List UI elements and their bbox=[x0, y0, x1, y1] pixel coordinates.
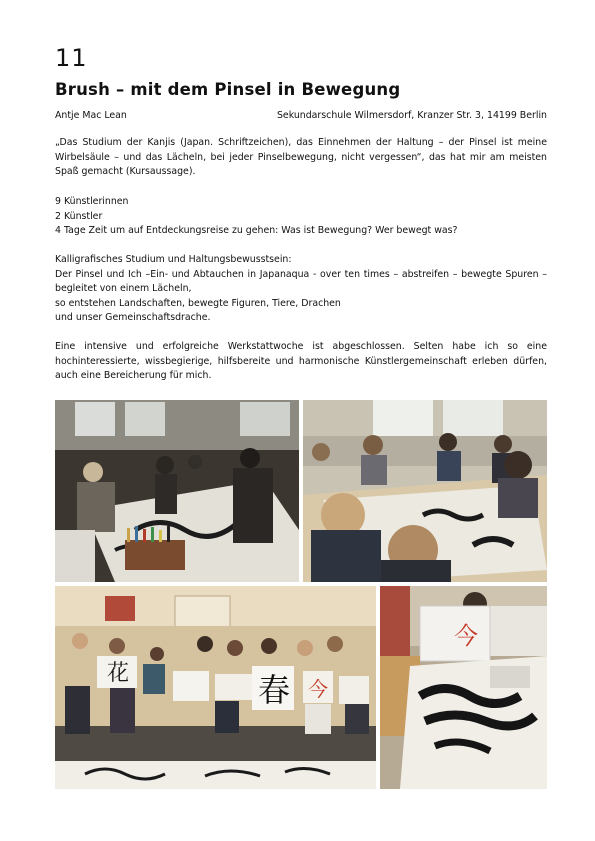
facts-list bbox=[55, 195, 547, 239]
photo-workshop-room bbox=[55, 400, 299, 582]
study-paragraph bbox=[55, 253, 547, 326]
school-address: Sekundarschule Wilmersdorf, Kranzer Str. 3, 14199 Berlin bbox=[276, 110, 547, 121]
fact-line: 9 Künstlerinnen bbox=[55, 196, 129, 207]
kanji-flower-text: 花 bbox=[107, 661, 130, 686]
author-name: Antje Mac Lean bbox=[55, 110, 127, 121]
kanji-now-text: 今 bbox=[454, 622, 478, 650]
closing-paragraph: Eine intensive und erfolgreiche Werkstattwoche ist abgeschlossen. Selten habe ich so eine hochinteressierte, wissbegierige, hilfsbereite und harmonische Künstlergemeinschaft erleben dürfen, auch eine Bereicherung für mich. bbox=[55, 341, 547, 382]
kanji-now-small-text: 今 bbox=[308, 677, 328, 701]
photo-group-calligraphy bbox=[55, 586, 376, 789]
photo-dragon-brushwork bbox=[380, 586, 547, 789]
quote-paragraph: „Das Studium der Kanjis (Japan. Schriftzeichen), das Einnehmen der Haltung – der Pinsel ist meine Wirbelsäule – und das Lächeln, bei jeder Pinselbewegung, nicht vergessen“, das hat mir am meisten Spaß gemacht (Kursaussage). bbox=[55, 137, 547, 178]
photo-students-painting bbox=[303, 400, 547, 582]
study-line: und unser Gemeinschaftsdrache. bbox=[55, 312, 211, 324]
study-line: so entstehen Landschaften, bewegte Figuren, Tiere, Drachen bbox=[55, 297, 341, 309]
page-number: 11 bbox=[55, 44, 88, 72]
study-line: Der Pinsel und Ich –Ein- und Abtauchen in Japanaqua - over ten times – abstreifen – bewegte Spuren – begleitet von einem Lächeln, bbox=[55, 268, 547, 295]
fact-line: 2 Künstler bbox=[55, 210, 103, 222]
kanji-spring-text: 春 bbox=[258, 671, 291, 709]
fact-line: 4 Tage Zeit um auf Entdeckungsreise zu gehen: Was ist Bewegung? Wer bewegt was? bbox=[55, 225, 458, 237]
page-title: Brush – mit dem Pinsel in Bewegung bbox=[55, 80, 401, 99]
study-line: Kalligrafisches Studium und Haltungsbewusstsein: bbox=[55, 254, 292, 265]
